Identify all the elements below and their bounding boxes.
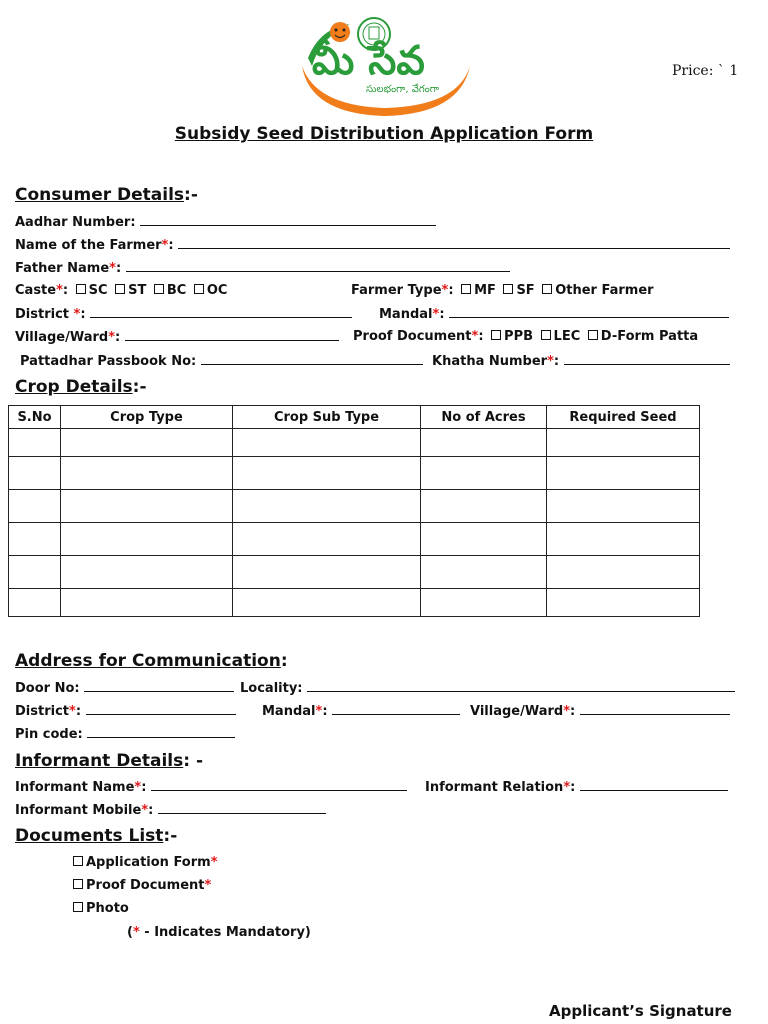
address-mandal-field[interactable]: Mandal*: bbox=[262, 703, 460, 719]
farmer-name-field[interactable]: Name of the Farmer*: bbox=[15, 237, 730, 253]
farmer-type-other-checkbox[interactable] bbox=[542, 284, 552, 294]
applicant-signature-label: Applicant’s Signature bbox=[549, 1002, 732, 1020]
aadhar-field[interactable]: Aadhar Number: bbox=[15, 214, 436, 230]
farmer-type-field: Farmer Type*: MF SF Other Farmer bbox=[351, 283, 654, 298]
pincode-field[interactable]: Pin code: bbox=[15, 726, 235, 742]
documents-heading: Documents List:- bbox=[15, 826, 178, 846]
crop-table bbox=[8, 405, 700, 617]
doc-application-form[interactable]: Application Form* bbox=[70, 855, 218, 870]
father-name-field[interactable]: Father Name*: bbox=[15, 260, 510, 276]
mandatory-note: (* - Indicates Mandatory) bbox=[127, 925, 311, 940]
price-label: Price: ` 1 bbox=[672, 63, 739, 79]
col-required-seed: Required Seed bbox=[547, 406, 700, 429]
farmer-type-mf-checkbox[interactable] bbox=[461, 284, 471, 294]
farmer-type-sf-checkbox[interactable] bbox=[503, 284, 513, 294]
passbook-field[interactable]: Pattadhar Passbook No: bbox=[20, 353, 423, 369]
address-village-field[interactable]: Village/Ward*: bbox=[470, 703, 730, 719]
locality-field[interactable]: Locality: bbox=[240, 680, 735, 696]
table-row bbox=[9, 490, 700, 523]
caste-oc-checkbox[interactable] bbox=[194, 284, 204, 294]
door-no-field[interactable]: Door No: bbox=[15, 680, 234, 696]
doc-proof-document[interactable]: Proof Document* bbox=[70, 878, 211, 893]
caste-field: Caste*: SC ST BC OC bbox=[15, 283, 228, 298]
consumer-details-heading: Consumer Details:- bbox=[15, 185, 198, 205]
doc-application-form-checkbox[interactable] bbox=[73, 856, 83, 866]
khatha-field[interactable]: Khatha Number*: bbox=[432, 353, 730, 369]
crop-details-heading: Crop Details:- bbox=[15, 377, 147, 397]
crop-table-header bbox=[9, 406, 700, 429]
caste-sc-checkbox[interactable] bbox=[76, 284, 86, 294]
informant-name-field[interactable]: Informant Name*: bbox=[15, 779, 407, 795]
table-row bbox=[9, 556, 700, 589]
doc-photo-checkbox[interactable] bbox=[73, 902, 83, 912]
informant-heading: Informant Details: - bbox=[15, 751, 204, 771]
table-row bbox=[9, 523, 700, 556]
village-field[interactable]: Village/Ward*: bbox=[15, 329, 339, 345]
address-district-field[interactable]: District*: bbox=[15, 703, 236, 719]
col-sno: S.No bbox=[9, 406, 61, 429]
doc-photo[interactable]: Photo bbox=[70, 901, 129, 916]
page-title: Subsidy Seed Distribution Application Form bbox=[174, 124, 594, 144]
table-row bbox=[9, 589, 700, 617]
doc-proof-document-checkbox[interactable] bbox=[73, 879, 83, 889]
logo-tagline: సులభంగా, వేగంగా bbox=[366, 84, 439, 95]
informant-relation-field[interactable]: Informant Relation*: bbox=[425, 779, 728, 795]
col-no-of-acres: No of Acres bbox=[421, 406, 547, 429]
logo-text: మీ సేవ bbox=[312, 38, 425, 84]
district-field[interactable]: District *: bbox=[15, 306, 352, 322]
proof-dform-checkbox[interactable] bbox=[588, 330, 598, 340]
caste-bc-checkbox[interactable] bbox=[154, 284, 164, 294]
mandal-field[interactable]: Mandal*: bbox=[379, 306, 729, 322]
caste-st-checkbox[interactable] bbox=[115, 284, 125, 294]
proof-document-field: Proof Document*: PPB LEC D-Form Patta bbox=[353, 329, 699, 344]
informant-mobile-field[interactable]: Informant Mobile*: bbox=[15, 802, 326, 818]
proof-lec-checkbox[interactable] bbox=[541, 330, 551, 340]
address-heading: Address for Communication: bbox=[15, 651, 288, 671]
col-crop-type: Crop Type bbox=[61, 406, 233, 429]
table-row bbox=[9, 457, 700, 490]
table-row bbox=[9, 429, 700, 457]
col-crop-sub-type: Crop Sub Type bbox=[233, 406, 421, 429]
proof-ppb-checkbox[interactable] bbox=[491, 330, 501, 340]
